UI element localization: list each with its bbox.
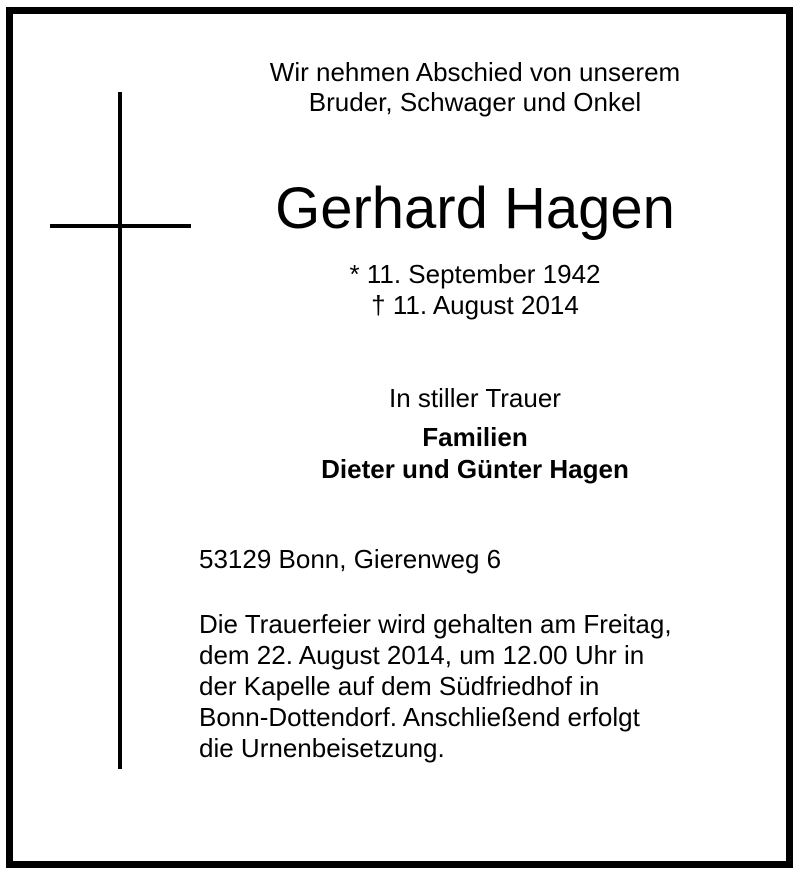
families-signature bbox=[180, 421, 770, 485]
families-line: Dieter und Günter Hagen bbox=[321, 454, 629, 484]
death-date: † 11. August 2014 bbox=[371, 290, 579, 320]
cross-icon-vertical-beam bbox=[118, 92, 122, 769]
ceremony-line: Die Trauerfeier wird gehalten am Freitag, bbox=[199, 609, 672, 639]
intro-text bbox=[180, 57, 770, 117]
cross-icon-horizontal-beam bbox=[50, 224, 191, 228]
intro-line: Bruder, Schwager und Onkel bbox=[308, 87, 642, 117]
life-dates bbox=[180, 259, 770, 321]
ceremony-line: Bonn-Dottendorf. Anschließend erfolgt bbox=[199, 702, 640, 732]
address: 53129 Bonn, Gierenweg 6 bbox=[199, 544, 502, 574]
birth-date: * 11. September 1942 bbox=[349, 259, 601, 289]
ceremony-line: der Kapelle auf dem Südfriedhof in bbox=[199, 671, 600, 701]
mourning-text: In stiller Trauer bbox=[389, 383, 561, 413]
ceremony-info bbox=[199, 609, 779, 764]
families-line: Familien bbox=[422, 422, 528, 452]
deceased-name: Gerhard Hagen bbox=[275, 176, 675, 241]
ceremony-line: dem 22. August 2014, um 12.00 Uhr in bbox=[199, 640, 645, 670]
ceremony-line: die Urnenbeisetzung. bbox=[199, 733, 445, 763]
intro-line: Wir nehmen Abschied von unserem bbox=[269, 57, 681, 87]
